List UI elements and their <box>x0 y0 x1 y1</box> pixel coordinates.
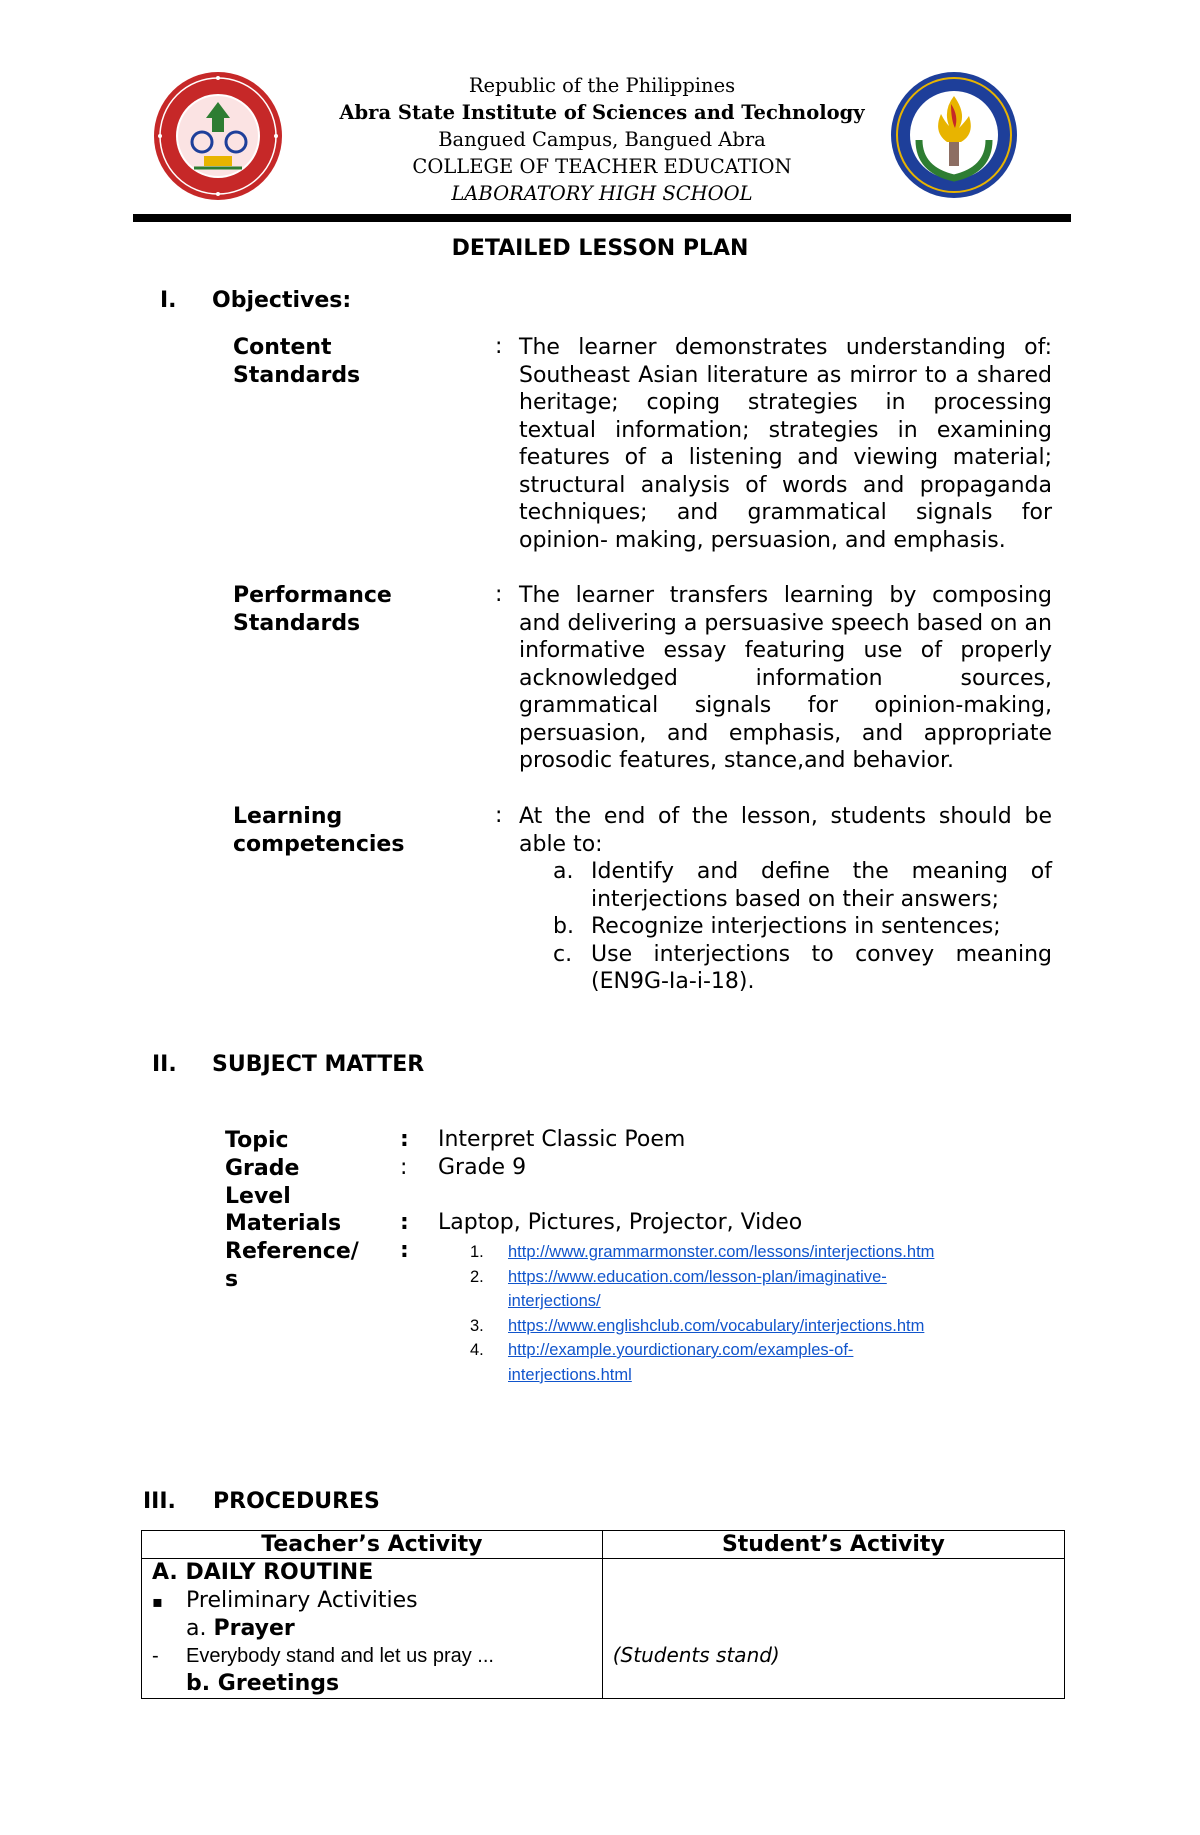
prayer-instruction <box>152 1643 592 1671</box>
header-divider <box>133 214 1071 222</box>
content-standards-text: The learner demonstrates understanding of: Southeast Asian literature as mirror to a shared heritage; coping strategies in processing textual information; strategies in examining features of a listening and viewing material; structural analysis of words and propaganda techniques; and grammatical signals for opinion- making, persuasion, and emphasis. <box>519 335 1052 553</box>
reference-link-line2[interactable]: interjections.html <box>508 1365 632 1384</box>
document-title: DETAILED LESSON PLAN <box>451 236 749 261</box>
prayer-item <box>152 1615 592 1643</box>
performance-standards-label <box>233 582 392 637</box>
institution-header <box>300 72 904 207</box>
references-label-line2: s <box>225 1266 239 1292</box>
learning-competencies-label-line2: competencies <box>233 831 405 857</box>
prayer-instruction-text: Everybody stand and let us pray ... <box>186 1644 494 1667</box>
asist-seal-logo <box>152 70 284 202</box>
reference-number: 1. <box>470 1243 484 1261</box>
learning-competencies-label-line1: Learning <box>233 804 343 829</box>
header-line-institute: Abra State Institute of Sciences and Technology <box>339 101 865 124</box>
materials-value: Laptop, Pictures, Projector, Video <box>438 1210 803 1235</box>
student-activity-cell <box>602 1559 1064 1699</box>
learning-competencies-intro: At the end of the lesson, students should be able to: <box>519 804 1052 857</box>
reference-number: 4. <box>470 1341 484 1359</box>
prayer-label: Prayer <box>213 1616 295 1641</box>
competency-marker: c. <box>553 941 573 967</box>
reference-link[interactable] <box>508 1268 887 1311</box>
preliminary-label: Preliminary Activities <box>186 1587 418 1613</box>
references-label <box>225 1238 359 1293</box>
content-standards-label-line2: Standards <box>233 362 361 388</box>
competency-list <box>519 858 1052 996</box>
competency-marker: b. <box>553 914 574 939</box>
reference-list <box>470 1240 1070 1387</box>
bullet-icon: ▪ <box>152 1591 163 1611</box>
table-header-row <box>142 1531 1065 1559</box>
student-spacer <box>613 1559 1054 1642</box>
competency-item <box>519 913 1052 941</box>
section-objectives-heading: Objectives: <box>212 288 352 313</box>
reference-item <box>470 1314 1070 1339</box>
grade-level-label <box>225 1155 299 1210</box>
procedures-table <box>141 1530 1065 1699</box>
student-activity-header: Student’s Activity <box>602 1531 1064 1559</box>
reference-link[interactable]: https://www.englishclub.com/vocabulary/interjections.htm <box>508 1316 925 1335</box>
performance-standards-label-line2: Standards <box>233 610 361 636</box>
header-line-college: COLLEGE OF TEACHER EDUCATION <box>412 155 792 178</box>
performance-standards-colon: : <box>495 582 503 607</box>
grade-level-label-line2: Level <box>225 1183 291 1209</box>
table-row <box>142 1559 1065 1699</box>
reference-link[interactable] <box>508 1341 853 1384</box>
competency-text: Recognize interjections in sentences; <box>591 914 1001 939</box>
student-response: (Students stand) <box>612 1642 780 1667</box>
section-procedures-heading: PROCEDURES <box>213 1489 380 1514</box>
learning-competencies-colon: : <box>495 803 503 828</box>
competency-marker: a. <box>553 859 574 884</box>
reference-item <box>470 1240 1070 1265</box>
performance-standards-text: The learner transfers learning by composing and delivering a persuasive speech based on an informative essay featuring use of properly acknowledged information sources, grammatical signals for opinion-making, persuasion, and emphasis, and appropriate prosodic features, stance,and behavior. <box>519 583 1052 773</box>
lab-school-seal-logo <box>889 70 1019 200</box>
competency-item <box>519 941 1052 996</box>
greetings-label: Greetings <box>217 1671 340 1696</box>
content-standards-label <box>233 334 360 389</box>
header-line-campus: Bangued Campus, Bangued Abra <box>438 128 766 151</box>
dash-marker: - <box>152 1644 159 1667</box>
content-standards-colon: : <box>495 334 503 359</box>
daily-routine-heading: A. DAILY ROUTINE <box>152 1560 374 1585</box>
competency-text: Identify and define the meaning of interjections based on their answers; <box>591 859 1052 912</box>
reference-item <box>470 1338 1070 1387</box>
preliminary-activities <box>152 1587 592 1616</box>
greetings-letter: b. <box>186 1671 211 1696</box>
learning-competencies-block <box>519 803 1052 996</box>
teacher-activity-cell <box>142 1559 603 1699</box>
section-subject-heading: SUBJECT MATTER <box>212 1052 425 1077</box>
competency-item <box>519 858 1052 913</box>
reference-item <box>470 1265 1070 1314</box>
materials-colon: : <box>400 1210 409 1235</box>
reference-number: 3. <box>470 1316 484 1335</box>
references-label-line1: Reference/ <box>225 1239 359 1264</box>
grade-level-value: Grade 9 <box>438 1155 527 1180</box>
section-procedures-number: III. <box>143 1489 176 1514</box>
content-standards-label-line1: Content <box>233 335 332 360</box>
topic-value: Interpret Classic Poem <box>438 1127 686 1152</box>
grade-level-label-line1: Grade <box>225 1156 300 1181</box>
competency-text: Use interjections to convey meaning (EN9G-Ia-i-18). <box>591 941 1052 994</box>
teacher-activity-header: Teacher’s Activity <box>142 1531 603 1559</box>
grade-level-colon: : <box>400 1155 408 1180</box>
header-line-republic: Republic of the Philippines <box>468 74 736 97</box>
topic-label: Topic <box>225 1128 289 1153</box>
materials-label: Materials <box>225 1211 342 1236</box>
prayer-letter: a. <box>186 1616 207 1641</box>
learning-competencies-label <box>233 803 404 858</box>
section-subject-number: II. <box>152 1052 177 1077</box>
topic-colon: : <box>400 1127 409 1152</box>
header-line-school: LABORATORY HIGH SCHOOL <box>451 182 753 205</box>
reference-link[interactable]: http://www.grammarmonster.com/lessons/interjections.htm <box>508 1243 935 1261</box>
performance-standards-label-line1: Performance <box>233 583 392 608</box>
reference-link-line1[interactable]: https://www.education.com/lesson-plan/imaginative- <box>508 1267 887 1286</box>
greetings-item <box>152 1670 592 1698</box>
reference-link-line1[interactable]: http://example.yourdictionary.com/examples-of- <box>508 1341 854 1359</box>
section-objectives-number: I. <box>160 288 177 313</box>
reference-number: 2. <box>470 1267 484 1286</box>
references-colon: : <box>400 1238 409 1263</box>
reference-link-line2[interactable]: interjections/ <box>508 1292 601 1310</box>
